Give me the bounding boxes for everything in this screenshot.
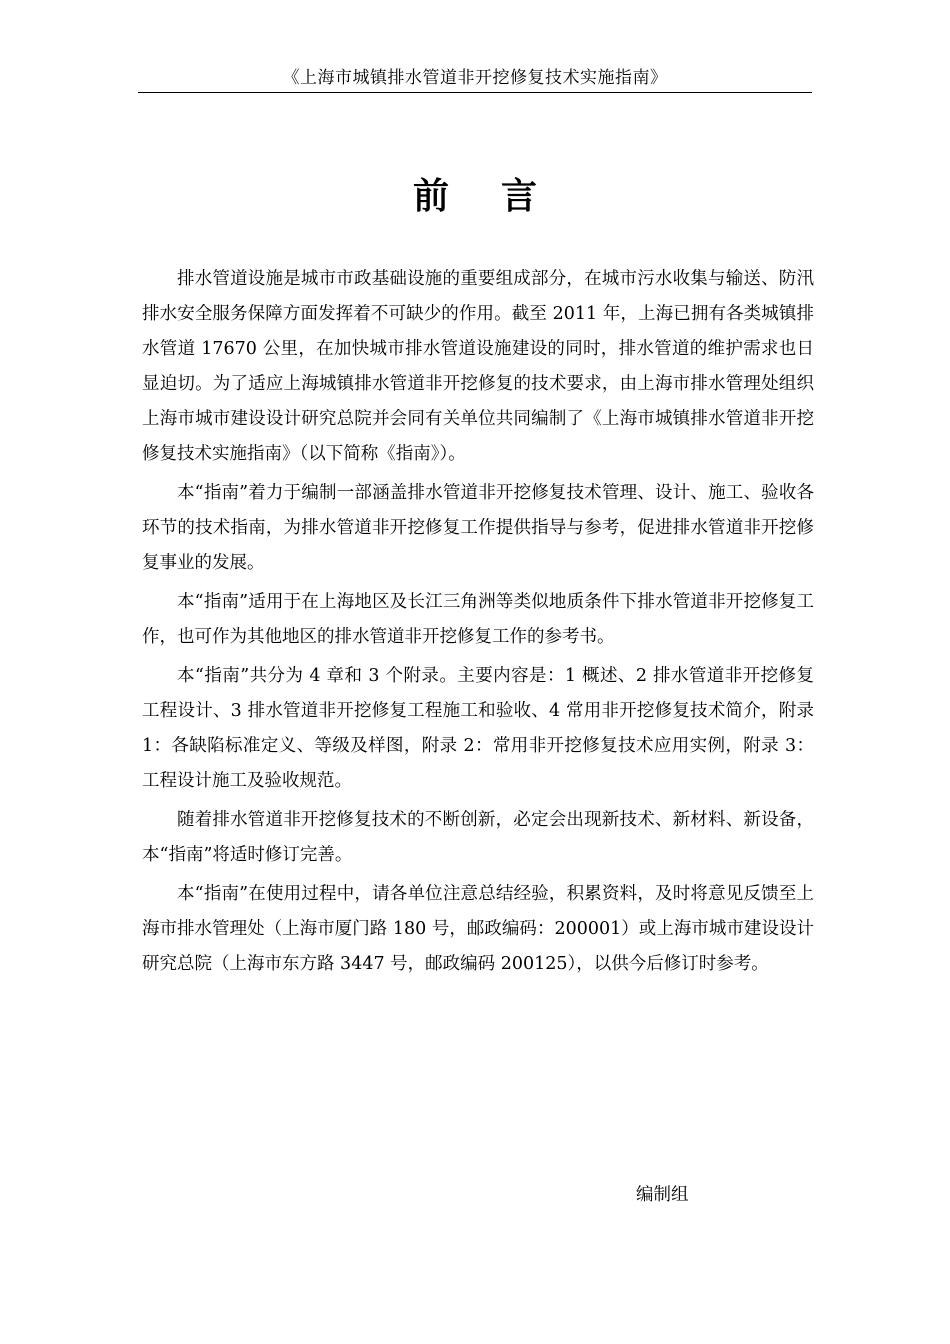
signature: 编制组 bbox=[636, 1185, 689, 1205]
title-char-1: 前 bbox=[412, 175, 449, 217]
paragraph-5: 随着排水管道非开挖修复技术的不断创新，必定会出现新技术、新材料、新设备，本“指南”将适时修订完善。 bbox=[142, 810, 814, 865]
paragraph-2: 本“指南”着力于编制一部涵盖排水管道非开挖修复技术管理、设计、施工、验收各环节的技术指南，为排水管道非开挖修复工作提供指导与参考，促进排水管道非开挖修复事业的发展。 bbox=[142, 483, 814, 573]
preface-body bbox=[142, 262, 814, 986]
paragraph-1: 排水管道设施是城市市政基础设施的重要组成部分，在城市污水收集与输送、防汛排水安全服务保障方面发挥着不可缺少的作用。截至 2011 年，上海已拥有各类城镇排水管道 17670 公里，在加快城市排水管道设施建设的同时，排水管道的维护需求也日显迫切。为了适应上海城镇排水管道非开挖修复的技术要求，由上海市排水管理处组织上海市城市建设设计研究总院并会同有关单位共同编制了《上海市城镇排水管道非开挖修复技术实施指南》（以下简称《指南》）。 bbox=[142, 269, 814, 464]
running-header: 《上海市城镇排水管道非开挖修复技术实施指南》 bbox=[282, 68, 668, 88]
paragraph-6: 本“指南”在使用过程中，请各单位注意总结经验，积累资料，及时将意见反馈至上海市排水管理处（上海市厦门路 180 号，邮政编码：200001）或上海市城市建设设计研究总院（上海市东方路 3447 号，邮政编码 200125），以供今后修订时参考。 bbox=[142, 884, 814, 974]
page-title bbox=[138, 172, 812, 220]
paragraph-4: 本“指南”共分为 4 章和 3 个附录。主要内容是：1 概述、2 排水管道非开挖修复工程设计、3 排水管道非开挖修复工程施工和验收、4 常用非开挖修复技术简介，附录 1：各缺陷标准定义、等级及样图，附录 2：常用非开挖修复技术应用实例，附录 3：工程设计施工及验收规范。 bbox=[142, 666, 814, 791]
title-char-2: 言 bbox=[501, 175, 538, 217]
header-divider bbox=[138, 92, 812, 93]
paragraph-3: 本“指南”适用于在上海地区及长江三角洲等类似地质条件下排水管道非开挖修复工作，也可作为其他地区的排水管道非开挖修复工作的参考书。 bbox=[142, 592, 814, 647]
